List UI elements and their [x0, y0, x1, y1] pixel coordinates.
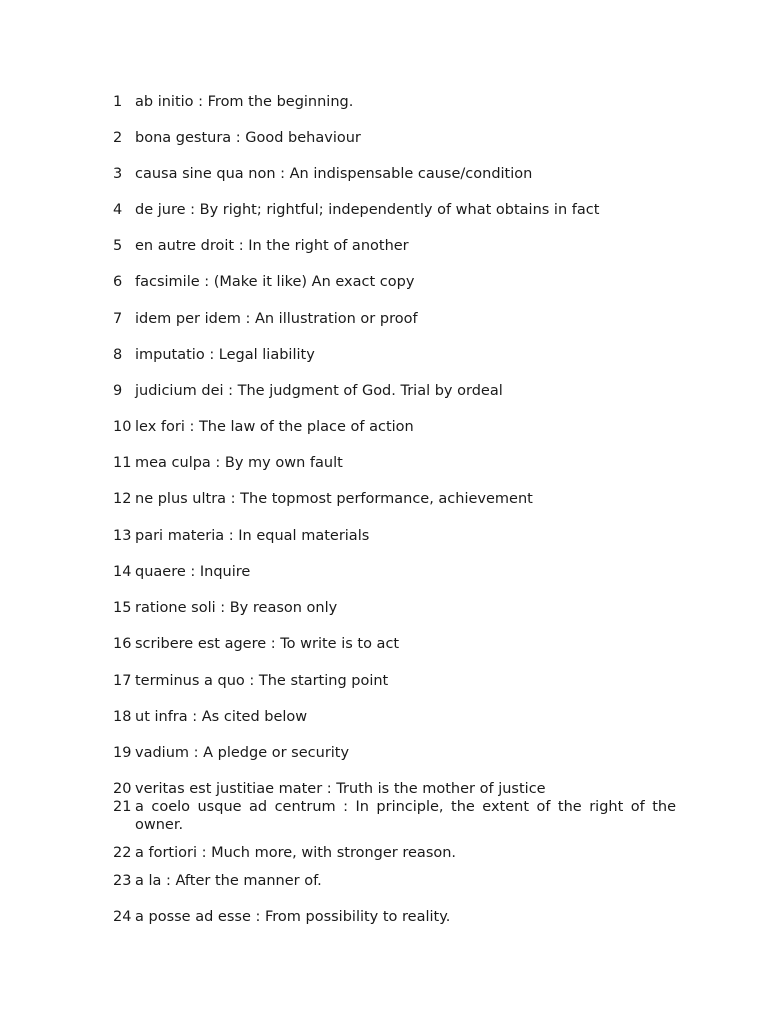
- list-item: [113, 708, 693, 726]
- item-text: en autre droit : In the right of another: [135, 238, 409, 254]
- item-number: 12: [113, 491, 132, 507]
- item-text: facsimile : (Make it like) An exact copy: [135, 274, 415, 290]
- list-item: [113, 165, 693, 183]
- list-item: [113, 780, 693, 798]
- item-number: 8: [113, 347, 123, 363]
- item-text: lex fori : The law of the place of action: [135, 419, 414, 435]
- list-item: [113, 201, 693, 219]
- item-text: veritas est justitiae mater : Truth is the mother of justice: [135, 781, 546, 797]
- item-text: terminus a quo : The starting point: [135, 673, 389, 689]
- item-number: 2: [113, 130, 123, 146]
- item-number: 16: [113, 636, 132, 652]
- list-item: [113, 490, 693, 508]
- item-text: ratione soli : By reason only: [135, 600, 338, 616]
- list-item: [113, 273, 693, 291]
- item-number: 14: [113, 564, 132, 580]
- list-item: [113, 599, 693, 617]
- item-number: 21: [113, 799, 132, 815]
- list-item: [113, 454, 693, 472]
- list-item: [113, 635, 693, 653]
- item-number: 3: [113, 166, 123, 182]
- list-item: [113, 418, 693, 436]
- item-number: 11: [113, 455, 132, 471]
- item-text: imputatio : Legal liability: [135, 347, 315, 363]
- list-item: [113, 844, 693, 862]
- item-text: pari materia : In equal materials: [135, 528, 370, 544]
- list-item: [113, 798, 693, 834]
- list-item: [113, 872, 693, 890]
- item-text: judicium dei : The judgment of God. Trial by ordeal: [135, 383, 503, 399]
- list-item: [113, 563, 693, 581]
- list-item: [113, 908, 693, 926]
- list-item: [113, 237, 693, 255]
- item-text: a la : After the manner of.: [135, 873, 322, 889]
- item-text: a posse ad esse : From possibility to reality.: [135, 909, 451, 925]
- item-text: de jure : By right; rightful; independently of what obtains in fact: [135, 202, 600, 218]
- item-number: 20: [113, 781, 132, 797]
- item-number: 7: [113, 311, 123, 327]
- item-text: idem per idem : An illustration or proof: [135, 311, 418, 327]
- item-number: 18: [113, 709, 132, 725]
- item-number: 10: [113, 419, 132, 435]
- item-number: 9: [113, 383, 123, 399]
- item-number: 13: [113, 528, 132, 544]
- list-item: [113, 93, 693, 111]
- item-text: mea culpa : By my own fault: [135, 455, 343, 471]
- item-number: 23: [113, 873, 132, 889]
- list-item: [113, 346, 693, 364]
- list-item: [113, 382, 693, 400]
- item-text: scribere est agere : To write is to act: [135, 636, 400, 652]
- item-number: 1: [113, 94, 123, 110]
- item-number: 15: [113, 600, 132, 616]
- item-number: 24: [113, 909, 132, 925]
- item-text: ne plus ultra : The topmost performance, achievement: [135, 491, 533, 507]
- item-number: 4: [113, 202, 123, 218]
- list-item: [113, 672, 693, 690]
- list-item: [113, 744, 693, 762]
- item-text: ab initio : From the beginning.: [135, 94, 354, 110]
- item-text: a fortiori : Much more, with stronger reason.: [135, 845, 457, 861]
- item-text: ut infra : As cited below: [135, 709, 308, 725]
- item-text: quaere : Inquire: [135, 564, 251, 580]
- item-text: vadium : A pledge or security: [135, 745, 350, 761]
- item-text: causa sine qua non : An indispensable cause/condition: [135, 166, 533, 182]
- item-number: 5: [113, 238, 123, 254]
- list-item: [113, 310, 693, 328]
- list-item: [113, 129, 693, 147]
- item-number: 22: [113, 845, 132, 861]
- item-text: a coelo usque ad centrum : In principle, the extent of the right of the owner.: [135, 799, 676, 833]
- item-text: bona gestura : Good behaviour: [135, 130, 361, 146]
- item-number: 17: [113, 673, 132, 689]
- item-number: 19: [113, 745, 132, 761]
- item-number: 6: [113, 274, 123, 290]
- list-item: [113, 527, 693, 545]
